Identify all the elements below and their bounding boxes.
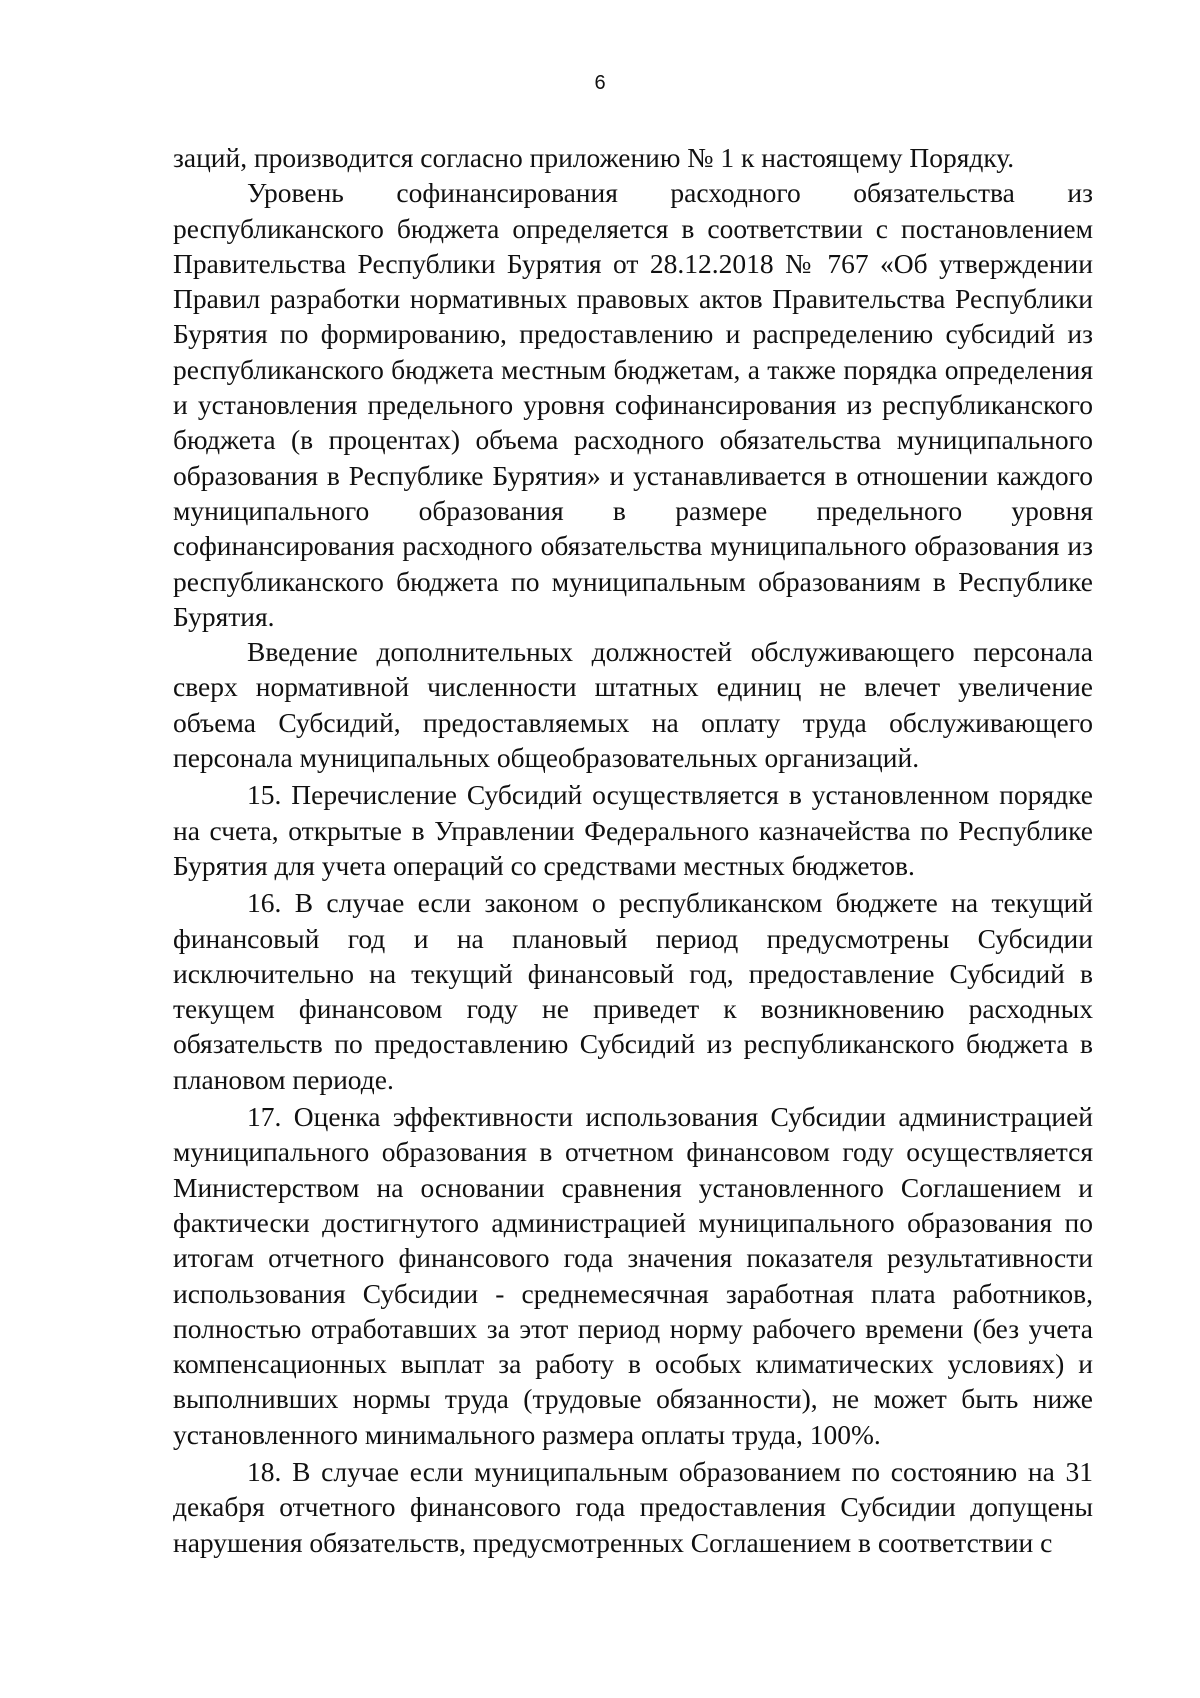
- paragraph-item-17: 17. Оценка эффективности использования Субсидии администрацией муниципального образования в отчетном финансовом году осуществляется Министерством на основании сравнения установленного Соглашением и фактически достигнутого администрацией муниципального образования по итогам отчетного финансового года значения показателя результативности использования Субсидии - среднемесячная заработная плата работников, полностью отработавших за этот период норму рабочего времени (без учета компенсационных выплат за работу в особых климатических условиях) и выполнивших нормы труда (трудовые обязанности), не может быть ниже установленного минимального размера оплаты труда, 100%.: [173, 1101, 1093, 1450]
- paragraph-additional-positions: Введение дополнительных должностей обслуживающего персонала сверх нормативной численности штатных единиц не влечет увеличение объема Субсидий, предоставляемых на оплату труда обслуживающего персонала муниципальных общеобразовательных организаций.: [173, 636, 1093, 774]
- paragraph-cofinancing-level: Уровень софинансирования расходного обязательства из республиканского бюджета определяется в соответствии с постановлением Правительства Республики Бурятия от 28.12.2018 № 767 «Об утверждении Правил разработки нормативных правовых актов Правительства Республики Бурятия по формированию, предоставлению и распределению субсидий из республиканского бюджета местным бюджетам, а также порядка определения и установления предельного уровня софинансирования из республиканского бюджета (в процентах) объема расходного обязательства муниципального образования в Республике Бурятия» и устанавливается в отношении каждого муниципального образования в размере предельного уровня софинансирования расходного обязательства муниципального образования из республиканского бюджета по муниципальным образованиям в Республике Бурятия.: [173, 177, 1093, 632]
- page-number: 6: [594, 72, 606, 94]
- paragraph-item-15: 15. Перечисление Субсидий осуществляется в установленном порядке на счета, открытые в Управлении Федерального казначейства по Республике Бурятия для учета операций со средствами местных бюджетов.: [173, 779, 1093, 881]
- paragraph-continuation: заций, производится согласно приложению № 1 к настоящему Порядку.: [173, 142, 1015, 173]
- paragraph-item-18: 18. В случае если муниципальным образованием по состоянию на 31 декабря отчетного финансового года предоставления Субсидии допущены нарушения обязательств, предусмотренных Соглашением в соответствии с: [173, 1455, 1093, 1558]
- paragraph-item-16: 16. В случае если законом о республиканском бюджете на текущий финансовый год и на плановый период предусмотрены Субсидии исключительно на текущий финансовый год, предоставление Субсидий в текущем финансовом году не приведет к возникновению расходных обязательств по предоставлению Субсидий из республиканского бюджета в плановом периоде.: [173, 887, 1093, 1095]
- document-body: [173, 140, 1093, 1560]
